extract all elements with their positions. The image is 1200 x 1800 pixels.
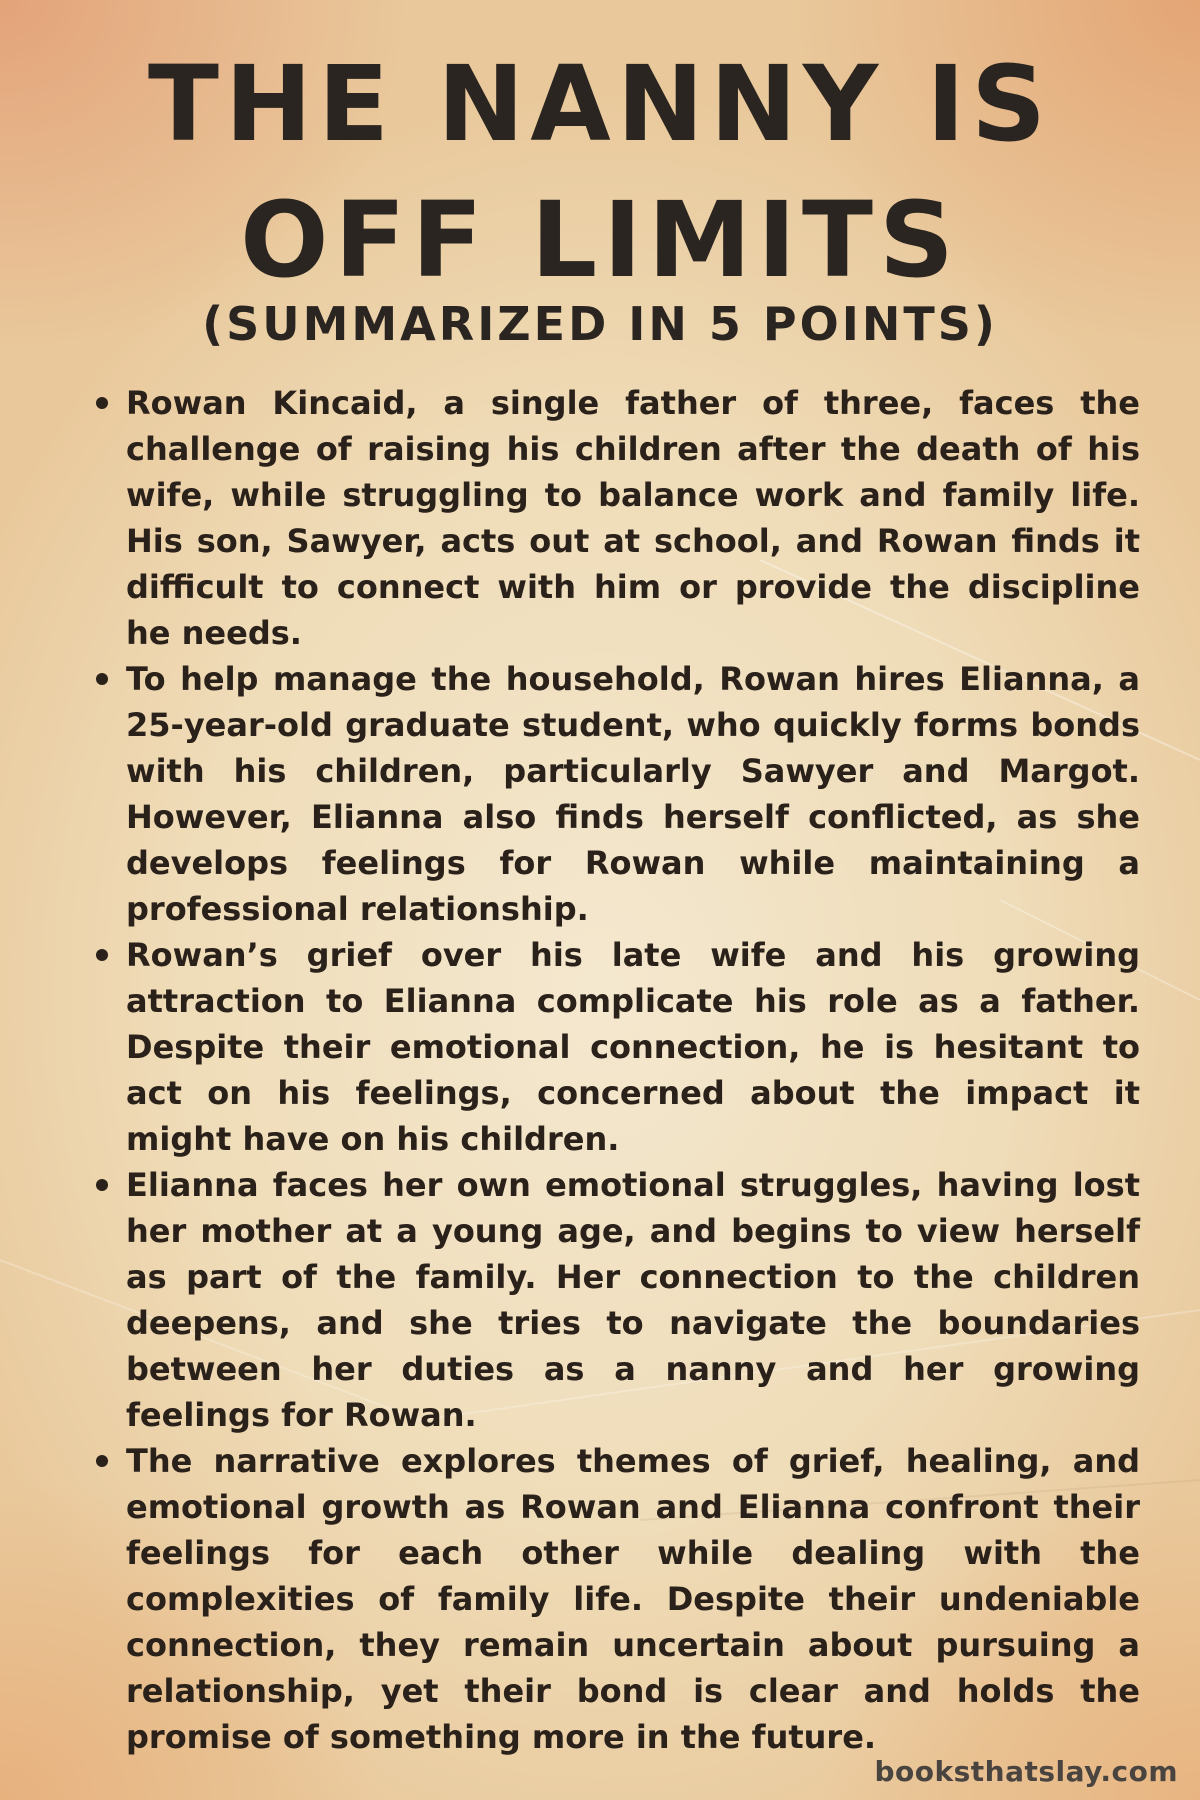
summary-point-5: The narrative explores themes of grief, healing, and emotional growth as Rowan and Elianna confront their feelings for each other while dealing with the complexities of family life. Despite their undeniable connection, they remain uncertain about pursuing a relationship, yet their bond is clear and holds the promise of something more in the future. bbox=[126, 1438, 1140, 1760]
summary-point-3: Rowan’s grief over his late wife and his growing attraction to Elianna complicate his role as a father. Despite their emotional connection, he is hesitant to act on his feelings, concerned about the impact it might have on his children. bbox=[126, 932, 1140, 1162]
summary-point-1: Rowan Kincaid, a single father of three, faces the challenge of raising his children after the death of his wife, while struggling to balance work and family life. His son, Sawyer, acts out at school, and Rowan finds it difficult to connect with him or provide the discipline he needs. bbox=[126, 380, 1140, 656]
site-watermark: booksthatslay.com bbox=[874, 1755, 1178, 1788]
summary-point-4: Elianna faces her own emotional struggles, having lost her mother at a young age, and begins to view herself as part of the family. Her connection to the children deepens, and she tries to navigate the boundaries between her duties as a nanny and her growing feelings for Rowan. bbox=[126, 1162, 1140, 1438]
page-subtitle: (SUMMARIZED IN 5 POINTS) bbox=[202, 297, 998, 351]
summary-list bbox=[92, 380, 1140, 1760]
title-line-1: THE NANNY IS bbox=[148, 43, 1052, 165]
summary-point-2: To help manage the household, Rowan hires Elianna, a 25-year-old graduate student, who quickly forms bonds with his children, particularly Sawyer and Margot. However, Elianna also finds herself conflicted, as she develops feelings for Rowan while maintaining a professional relationship. bbox=[126, 656, 1140, 932]
page-title bbox=[0, 36, 1200, 308]
title-line-2: OFF LIMITS bbox=[240, 179, 960, 301]
